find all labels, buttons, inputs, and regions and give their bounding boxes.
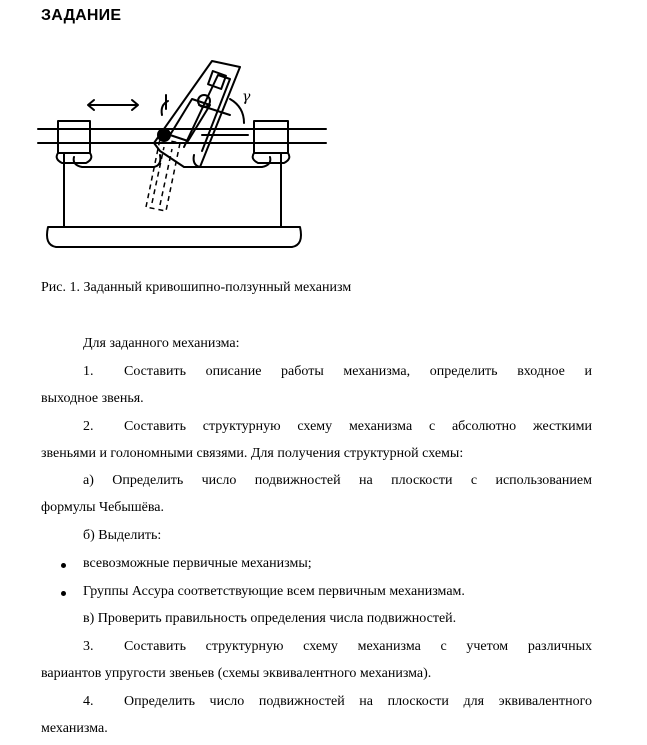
figure-caption: Рис. 1. Заданный кривошипно-ползунный механизм bbox=[41, 280, 352, 295]
bullet-item-1: всевозможные первичные механизмы; bbox=[83, 556, 312, 571]
item-1-number: 1. bbox=[83, 364, 94, 379]
base-body bbox=[64, 153, 281, 227]
bullet-dot bbox=[61, 591, 66, 596]
sub-b-text: б) Выделить: bbox=[83, 528, 162, 543]
item-4-line-1: Определить число подвижностей на плоскости для эквивалентного bbox=[124, 694, 592, 709]
base-foot bbox=[47, 227, 301, 247]
item-1-line-2: выходное звенья. bbox=[41, 391, 144, 406]
sub-a-line-1: а) Определить число подвижностей на плоскости с использованием bbox=[83, 473, 592, 488]
gamma-symbol: γ bbox=[242, 89, 251, 105]
item-2-number: 2. bbox=[83, 419, 94, 434]
item-3-number: 3. bbox=[83, 639, 94, 654]
bullet-dot bbox=[61, 563, 66, 568]
bullet-item-2: Группы Ассура соответствующие всем первичным механизмам. bbox=[83, 584, 465, 599]
intro-text: Для заданного механизма: bbox=[83, 336, 240, 351]
mechanism-figure bbox=[34, 55, 340, 260]
rotation-arrow bbox=[162, 101, 168, 115]
item-3-line-2: вариантов упругости звеньев (схемы эквивалентного механизма). bbox=[41, 666, 432, 681]
sub-a-line-2: формулы Чебышёва. bbox=[41, 500, 164, 515]
item-1-line-1: Составить описание работы механизма, определить входное и bbox=[124, 364, 592, 379]
guide-rail bbox=[74, 155, 161, 167]
item-2-line-2: звеньями и голономными связями. Для получения структурной схемы: bbox=[41, 446, 464, 461]
item-4-number: 4. bbox=[83, 694, 94, 709]
item-3-line-1: Составить структурную схему механизма с учетом различных bbox=[124, 639, 592, 654]
right-bearing bbox=[254, 121, 288, 153]
left-bearing bbox=[58, 121, 90, 153]
item-4-line-2: механизма. bbox=[41, 721, 108, 736]
item-2-line-1: Составить структурную схему механизма с абсолютно жесткими bbox=[124, 419, 592, 434]
page-heading: ЗАДАНИЕ bbox=[41, 7, 122, 24]
sub-c-text: в) Проверить правильность определения числа подвижностей. bbox=[83, 611, 457, 626]
